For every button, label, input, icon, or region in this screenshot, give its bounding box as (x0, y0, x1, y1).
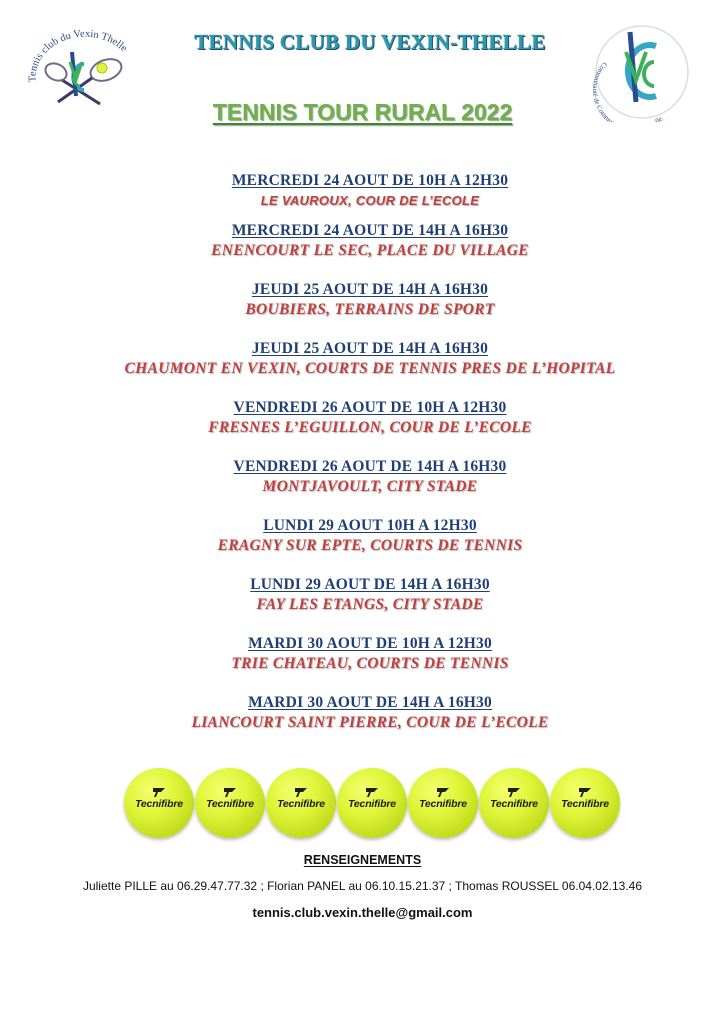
ball-brand: Tecnifibre (561, 798, 609, 810)
schedule-place: ENENCOURT LE SEC, PLACE DU VILLAGE (211, 242, 529, 259)
event-title: TENNIS TOUR RURAL 2022 (212, 99, 513, 125)
contact-phones: Juliette PILLE au 06.29.47.77.32 ; Florian PANEL au 06.10.15.21.37 ; Thomas ROUSSEL 06.04.02.13.46 (82, 879, 643, 893)
schedule-place: ERAGNY SUR EPTE, COURTS DE TENNIS (217, 537, 523, 554)
tennis-ball-icon (408, 768, 478, 838)
schedule-place: BOUBIERS, TERRAINS DE SPORT (245, 301, 495, 318)
tennis-ball-icon (550, 768, 620, 838)
schedule-item (0, 171, 725, 211)
ball-brand: Tecnifibre (277, 798, 325, 810)
tennis-balls-row (124, 768, 624, 842)
schedule-item (0, 516, 725, 556)
schedule-date: LUNDI 29 AOUT DE 14H A 16H30 (250, 576, 490, 593)
club-logo-text: Tennis club du Vexin Thelle (27, 28, 130, 83)
schedule-item (0, 398, 725, 438)
schedule-place: FRESNES L’EGUILLON, COUR DE L’ECOLE (208, 419, 532, 436)
schedule-date: JEUDI 25 AOUT DE 14H A 16H30 (251, 281, 489, 298)
schedule-place: TRIE CHATEAU, COURTS DE TENNIS (231, 655, 509, 672)
schedule-date: LUNDI 29 AOUT 10H A 12H30 (263, 517, 477, 534)
brand-logo-icon (152, 787, 166, 798)
tennis-ball-icon (195, 768, 265, 838)
schedule-date: MARDI 30 AOUT DE 14H A 16H30 (248, 694, 492, 711)
schedule-date: VENDREDI 26 AOUT DE 10H A 12H30 (233, 399, 507, 416)
schedule-place: FAY LES ETANGS, CITY STADE (256, 596, 484, 613)
schedule-place: MONTJAVOULT, CITY STADE (262, 478, 478, 495)
brand-logo-icon (578, 787, 592, 798)
ball-brand: Tecnifibre (348, 798, 396, 810)
brand-logo-icon (223, 787, 237, 798)
schedule-item (0, 280, 725, 320)
community-logo-text: Communauté de Commu lle (590, 60, 665, 122)
schedule-place: LIANCOURT SAINT PIERRE, COUR DE L’ECOLE (191, 714, 549, 731)
schedule-item (0, 634, 725, 674)
schedule-date: MARDI 30 AOUT DE 10H A 12H30 (248, 635, 492, 652)
schedule-item (0, 339, 725, 379)
schedule-item (0, 457, 725, 497)
schedule-item (0, 575, 725, 615)
info-heading: RENSEIGNEMENTS (303, 853, 422, 867)
tennis-ball-icon (479, 768, 549, 838)
club-name: TENNIS CLUB DU VEXIN-THELLE (194, 30, 546, 54)
brand-logo-icon (365, 787, 379, 798)
brand-logo-icon (436, 787, 450, 798)
tennis-ball-icon (124, 768, 194, 838)
schedule-date: JEUDI 25 AOUT DE 14H A 16H30 (251, 340, 489, 357)
schedule-item (0, 693, 725, 733)
ball-brand: Tecnifibre (490, 798, 538, 810)
ball-brand: Tecnifibre (206, 798, 254, 810)
tennis-ball-icon (266, 768, 336, 838)
tennis-ball-icon (337, 768, 407, 838)
ball-brand: Tecnifibre (419, 798, 467, 810)
brand-logo-icon (507, 787, 521, 798)
schedule-place: LE VAUROUX, COUR DE L’ECOLE (260, 193, 480, 208)
contact-email[interactable]: tennis.club.vexin.thelle@gmail.com (252, 905, 473, 920)
schedule-date: VENDREDI 26 AOUT DE 14H A 16H30 (233, 458, 507, 475)
brand-logo-icon (294, 787, 308, 798)
schedule-item (0, 221, 725, 261)
ball-brand: Tecnifibre (135, 798, 183, 810)
schedule-place: CHAUMONT EN VEXIN, COURTS DE TENNIS PRES DE L’HOPITAL (124, 360, 616, 377)
schedule-date: MERCREDI 24 AOUT DE 10H A 12H30 (231, 172, 509, 189)
schedule-date: MERCREDI 24 AOUT DE 14H A 16H30 (231, 222, 509, 239)
